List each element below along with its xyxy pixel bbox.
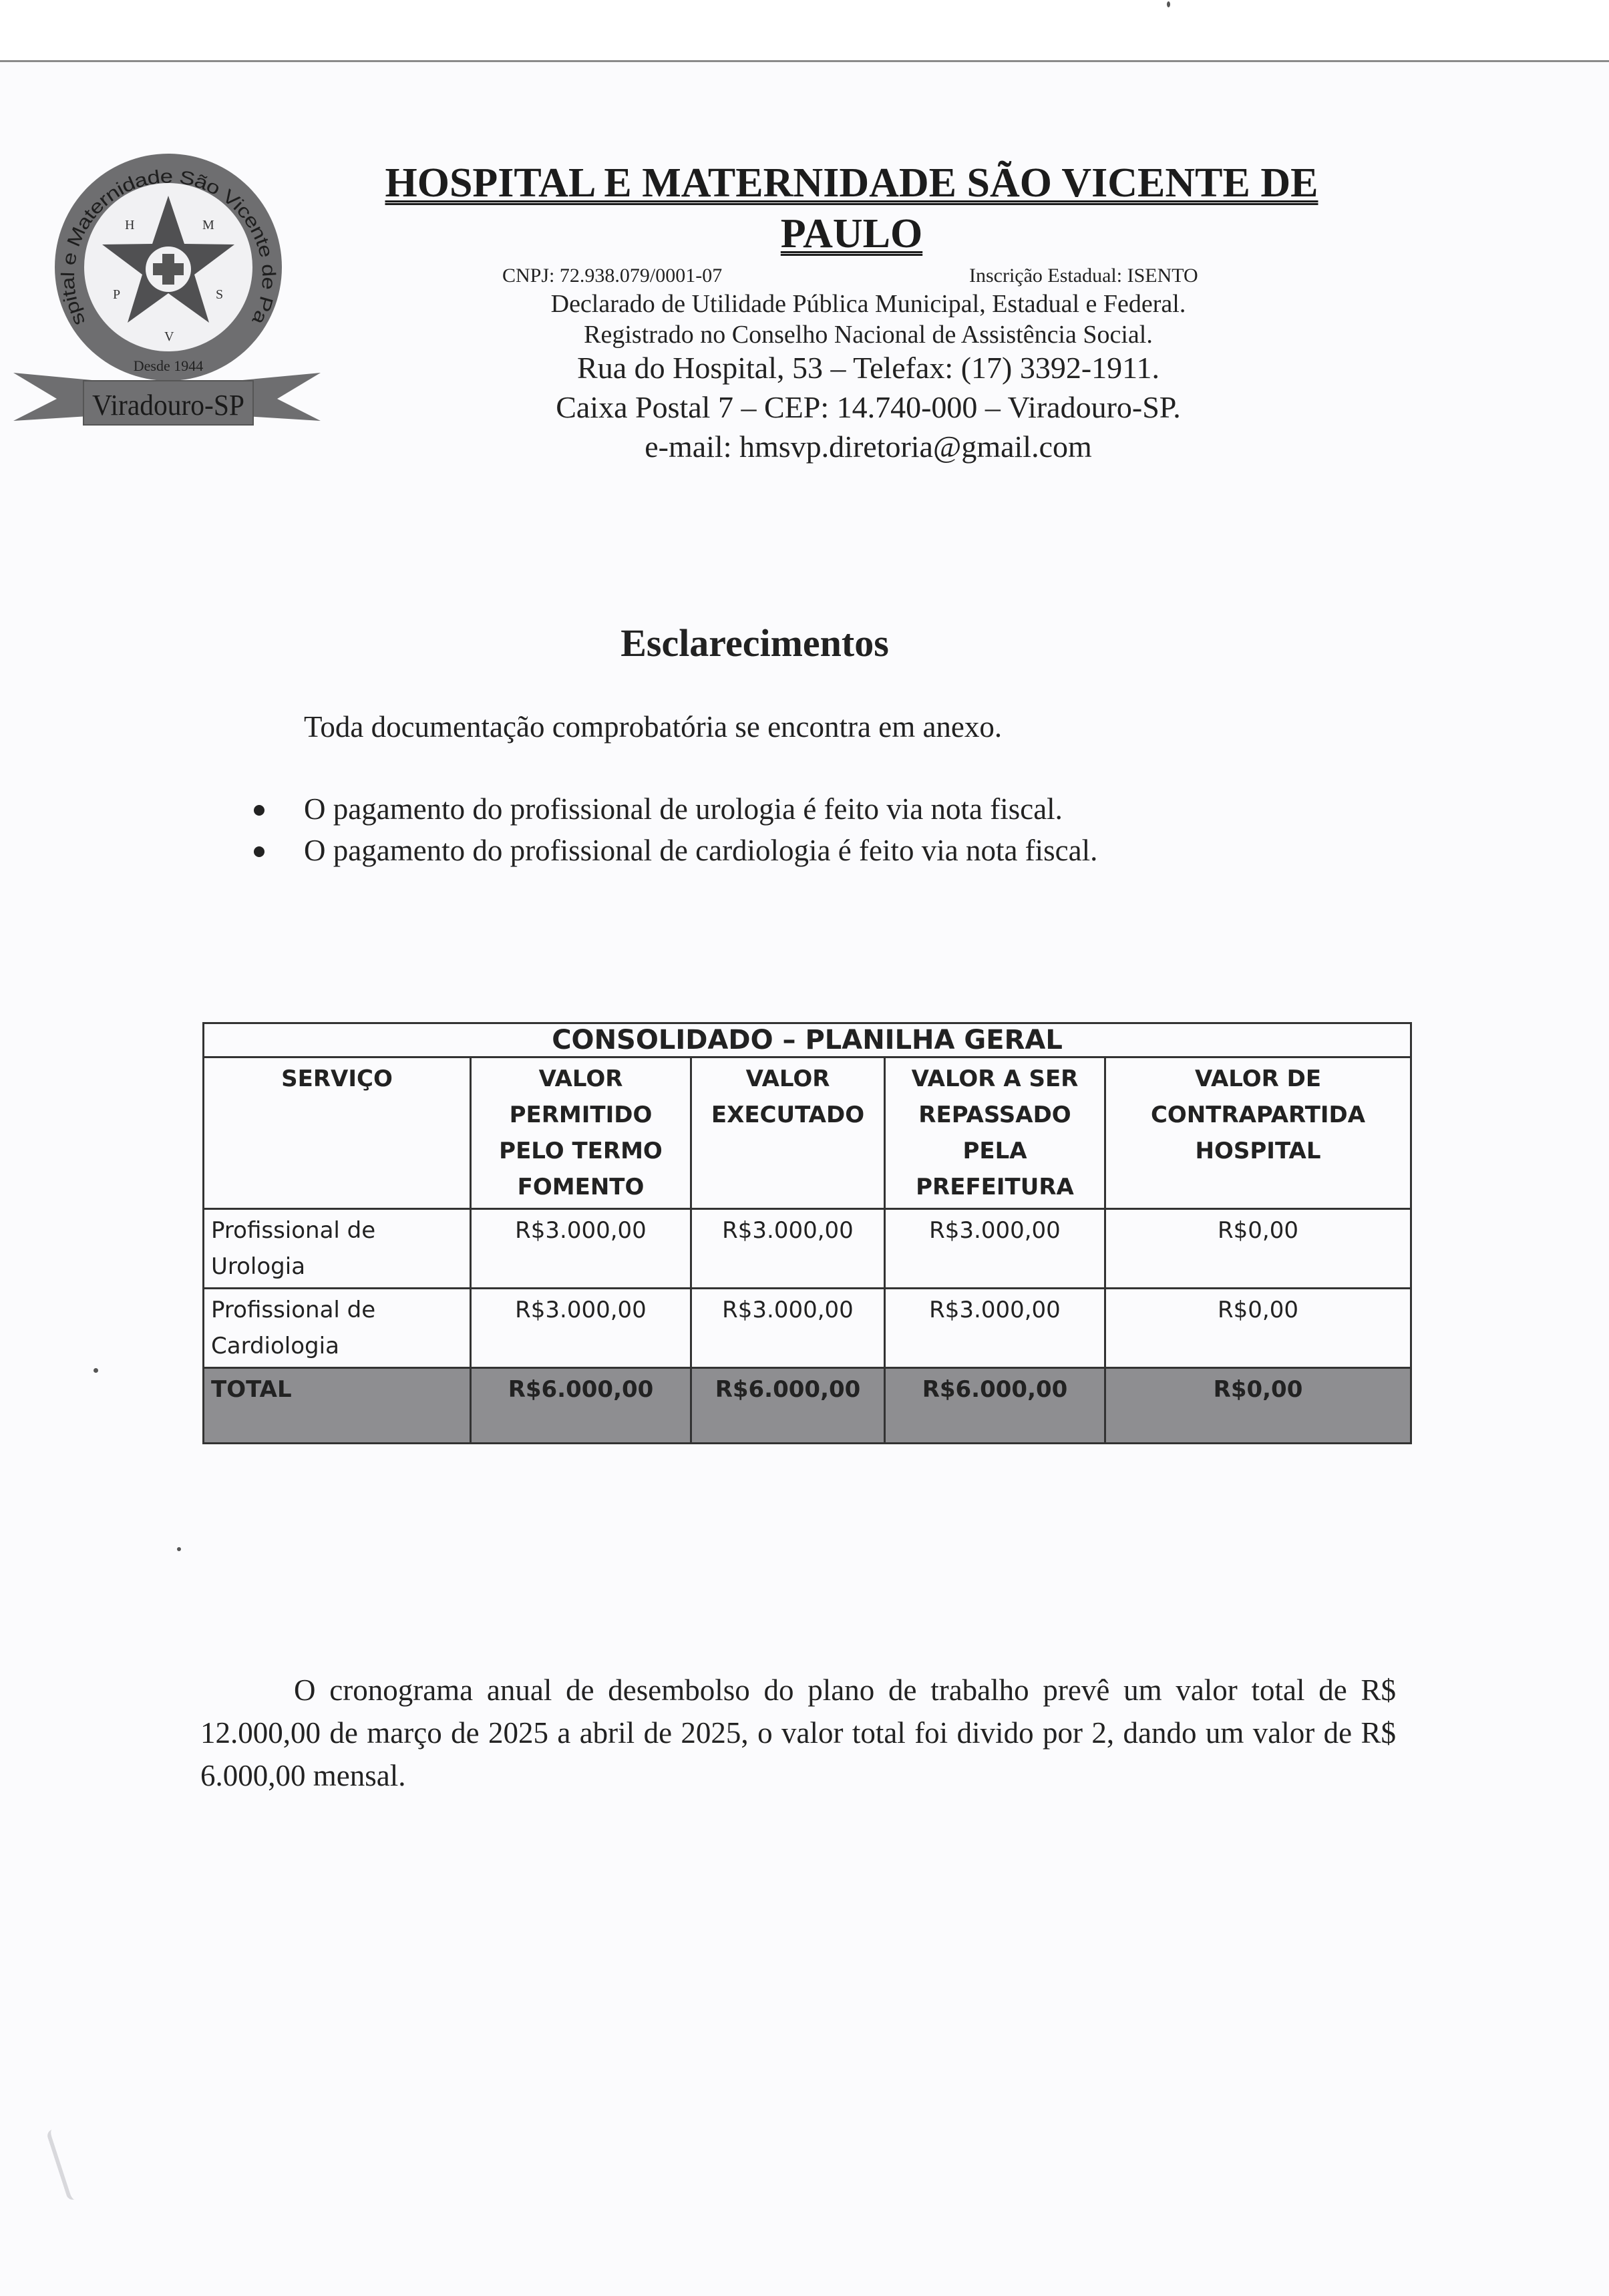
cell-contrapartida: R$0,00 <box>1105 1289 1411 1368</box>
scan-mark <box>45 2128 81 2202</box>
scan-speck <box>1167 1 1170 7</box>
cnpj: CNPJ: 72.938.079/0001-07 <box>502 265 723 287</box>
address-phone: Rua do Hospital, 53 – Telefax: (17) 3392-1911. <box>577 351 1159 385</box>
consolidado-table <box>202 1022 1412 1444</box>
scan-edge-line <box>0 60 1609 62</box>
logo-since: Desde 1944 <box>133 357 204 374</box>
cell-permitido: R$3.000,00 <box>471 1289 691 1368</box>
total-permitido: R$6.000,00 <box>471 1368 691 1444</box>
inscricao-estadual: Inscrição Estadual: ISENTO <box>969 265 1198 287</box>
hospital-name-line1-wrap <box>341 158 1363 208</box>
table-header-row <box>204 1057 1411 1209</box>
header-servico: SERVIÇO <box>204 1057 471 1209</box>
cell-permitido: R$3.000,00 <box>471 1209 691 1289</box>
bullet-text: O pagamento do profissional de urologia é feito via nota fiscal. <box>304 792 1063 826</box>
hospital-name-line2: PAULO <box>780 211 923 257</box>
bullet-icon <box>254 805 264 816</box>
scan-margin <box>0 0 1609 61</box>
bullet-list <box>247 788 1097 871</box>
bullet-item <box>247 830 1097 871</box>
utilidade-publica: Declarado de Utilidade Pública Municipal, Estadual e Federal. <box>550 290 1186 318</box>
header-valor-contrapartida: VALOR DE CONTRAPARTIDA HOSPITAL <box>1105 1057 1411 1209</box>
cell-executado: R$3.000,00 <box>691 1289 885 1368</box>
cell-servico: Profissional de Urologia <box>204 1209 471 1289</box>
cell-servico: Profissional de Cardiologia <box>204 1289 471 1368</box>
table-caption: CONSOLIDADO – PLANILHA GERAL <box>204 1023 1411 1057</box>
total-label: TOTAL <box>204 1368 471 1444</box>
total-repassado: R$6.000,00 <box>885 1368 1105 1444</box>
email: e-mail: hmsvp.diretoria@gmail.com <box>645 430 1092 464</box>
scan-speck <box>177 1547 181 1551</box>
table-row <box>204 1209 1411 1289</box>
header-valor-permitido: VALOR PERMITIDO PELO TERMO FOMENTO <box>471 1057 691 1209</box>
cell-repassado: R$3.000,00 <box>885 1289 1105 1368</box>
hospital-logo <box>1 138 324 438</box>
logo-ring-text: Hospital e Maternidade São Vicente de Paulo <box>1 138 279 329</box>
logo-letter-s: S <box>216 287 224 302</box>
table-row <box>204 1289 1411 1368</box>
logo-letter-v: V <box>164 329 174 344</box>
logo-letter-h: H <box>125 218 135 232</box>
header-valor-executado: VALOR EXECUTADO <box>691 1057 885 1209</box>
total-executado: R$6.000,00 <box>691 1368 885 1444</box>
scan-speck <box>94 1368 98 1373</box>
hospital-name <box>341 158 1363 259</box>
logo-letter-m: M <box>202 218 214 232</box>
bullet-text: O pagamento do profissional de cardiologia é feito via nota fiscal. <box>304 834 1098 867</box>
bullet-item <box>247 788 1097 830</box>
total-contrapartida: R$0,00 <box>1105 1368 1411 1444</box>
postal-box: Caixa Postal 7 – CEP: 14.740-000 – Viradouro-SP. <box>556 390 1181 424</box>
hospital-name-line2-wrap <box>341 208 1363 259</box>
cell-repassado: R$3.000,00 <box>885 1209 1105 1289</box>
cell-executado: R$3.000,00 <box>691 1209 885 1289</box>
logo-letter-p: P <box>113 287 121 302</box>
hospital-name-line1: HOSPITAL E MATERNIDADE SÃO VICENTE DE <box>385 160 1318 206</box>
cronograma-paragraph: O cronograma anual de desembolso do plano de trabalho prevê um valor total de R$ 12.000,00 de março de 2025 a abril de 2025, o valor total foi divido por 2, dando um valor de R$ 6.000,00 mensal. <box>200 1673 1396 1792</box>
table-caption-row <box>204 1023 1411 1057</box>
intro-text: Toda documentação comprobatória se encontra em anexo. <box>304 710 1003 744</box>
registro-conselho: Registrado no Conselho Nacional de Assistência Social. <box>584 321 1153 349</box>
header-valor-repassado: VALOR A SER REPASSADO PELA PREFEITURA <box>885 1057 1105 1209</box>
section-heading: Esclarecimentos <box>620 621 889 665</box>
table-total-row <box>204 1368 1411 1444</box>
bullet-icon <box>254 846 264 857</box>
logo-banner: Viradouro-SP <box>92 389 244 422</box>
cell-contrapartida: R$0,00 <box>1105 1209 1411 1289</box>
